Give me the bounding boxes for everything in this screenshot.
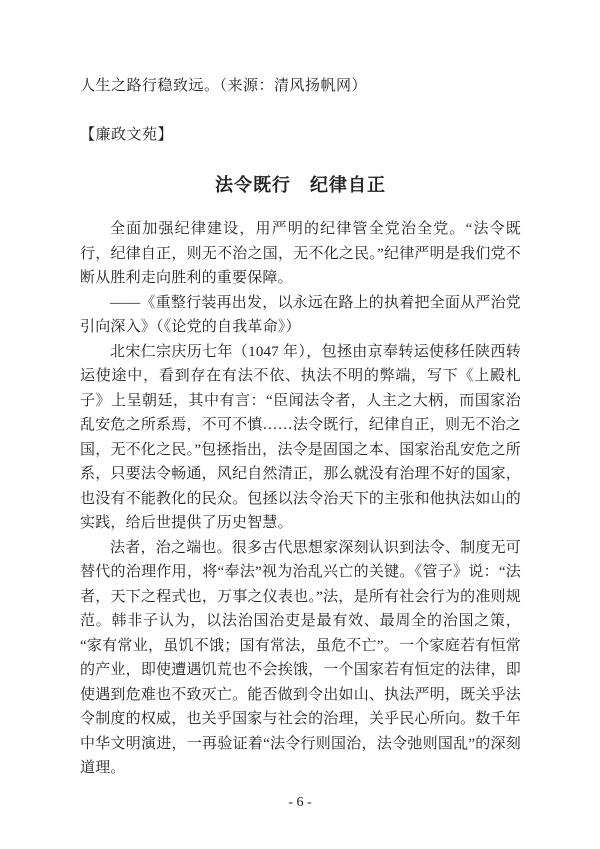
intro-line: 人生之路行稳致远。（来源：清风扬帆网）	[80, 78, 368, 94]
section-label: 【廉政文苑】	[80, 127, 174, 143]
paragraph: 全面加强纪律建设，用严明的纪律管全党治全党。“法令既行，纪律自正，则无不治之国，无不化之民。”纪律严明是我们党不断从胜利走向胜利的重要保障。	[80, 221, 521, 286]
paragraph: 北宋仁宗庆历七年（1047 年），包拯由京奉转运使移任陕西转运使途中，看到存在有法不依、执法不明的弊端，写下《上殿札子》上呈朝廷，其中有言：“臣闻法令者，人主之大柄，而国家治乱安危之所系焉，不可不慎……法令既行，纪律自正，则无不治之国，无不化之民。”包拯指出，法令是固国之本、国家治乱安危之所系，只要法令畅通，风纪自然清正，那么就没有治理不好的国家，也没有不能教化的民众。包拯以法令治天下的主张和他执法如山的实践，给后世提供了历史智慧。	[80, 343, 521, 531]
page-number: - 6 -	[288, 795, 312, 810]
paragraph-source-citation: ——《重整行装再出发，以永远在路上的执着把全面从严治党引向深入》（《论党的自我革命》）	[80, 294, 521, 335]
paragraph: 法者，治之端也。很多古代思想家深刻认识到法令、制度无可替代的治理作用，将“奉法”视为治乱兴亡的关键。《管子》说：“法者，天下之程式也，万事之仪表也。”法，是所有社会行为的准则规范。韩非子认为，以法治国治吏是最有效、最周全的治国之策，“家有常业，虽饥不饿；国有常法，虽危不亡”。一个家庭若有恒常的产业，即使遭遇饥荒也不会挨饿，一个国家若有恒定的法律，即使遇到危难也不致灭亡。能否做到令出如山、执法严明，既关乎法令制度的权威，也关乎国家与社会的治理，关乎民心所向。数千年中华文明演进，一再验证着“法令行则国治，法令弛则国乱”的深刻道理。	[80, 539, 521, 776]
article-title: 法令既行 纪律自正	[215, 175, 386, 195]
article-body	[80, 217, 521, 781]
